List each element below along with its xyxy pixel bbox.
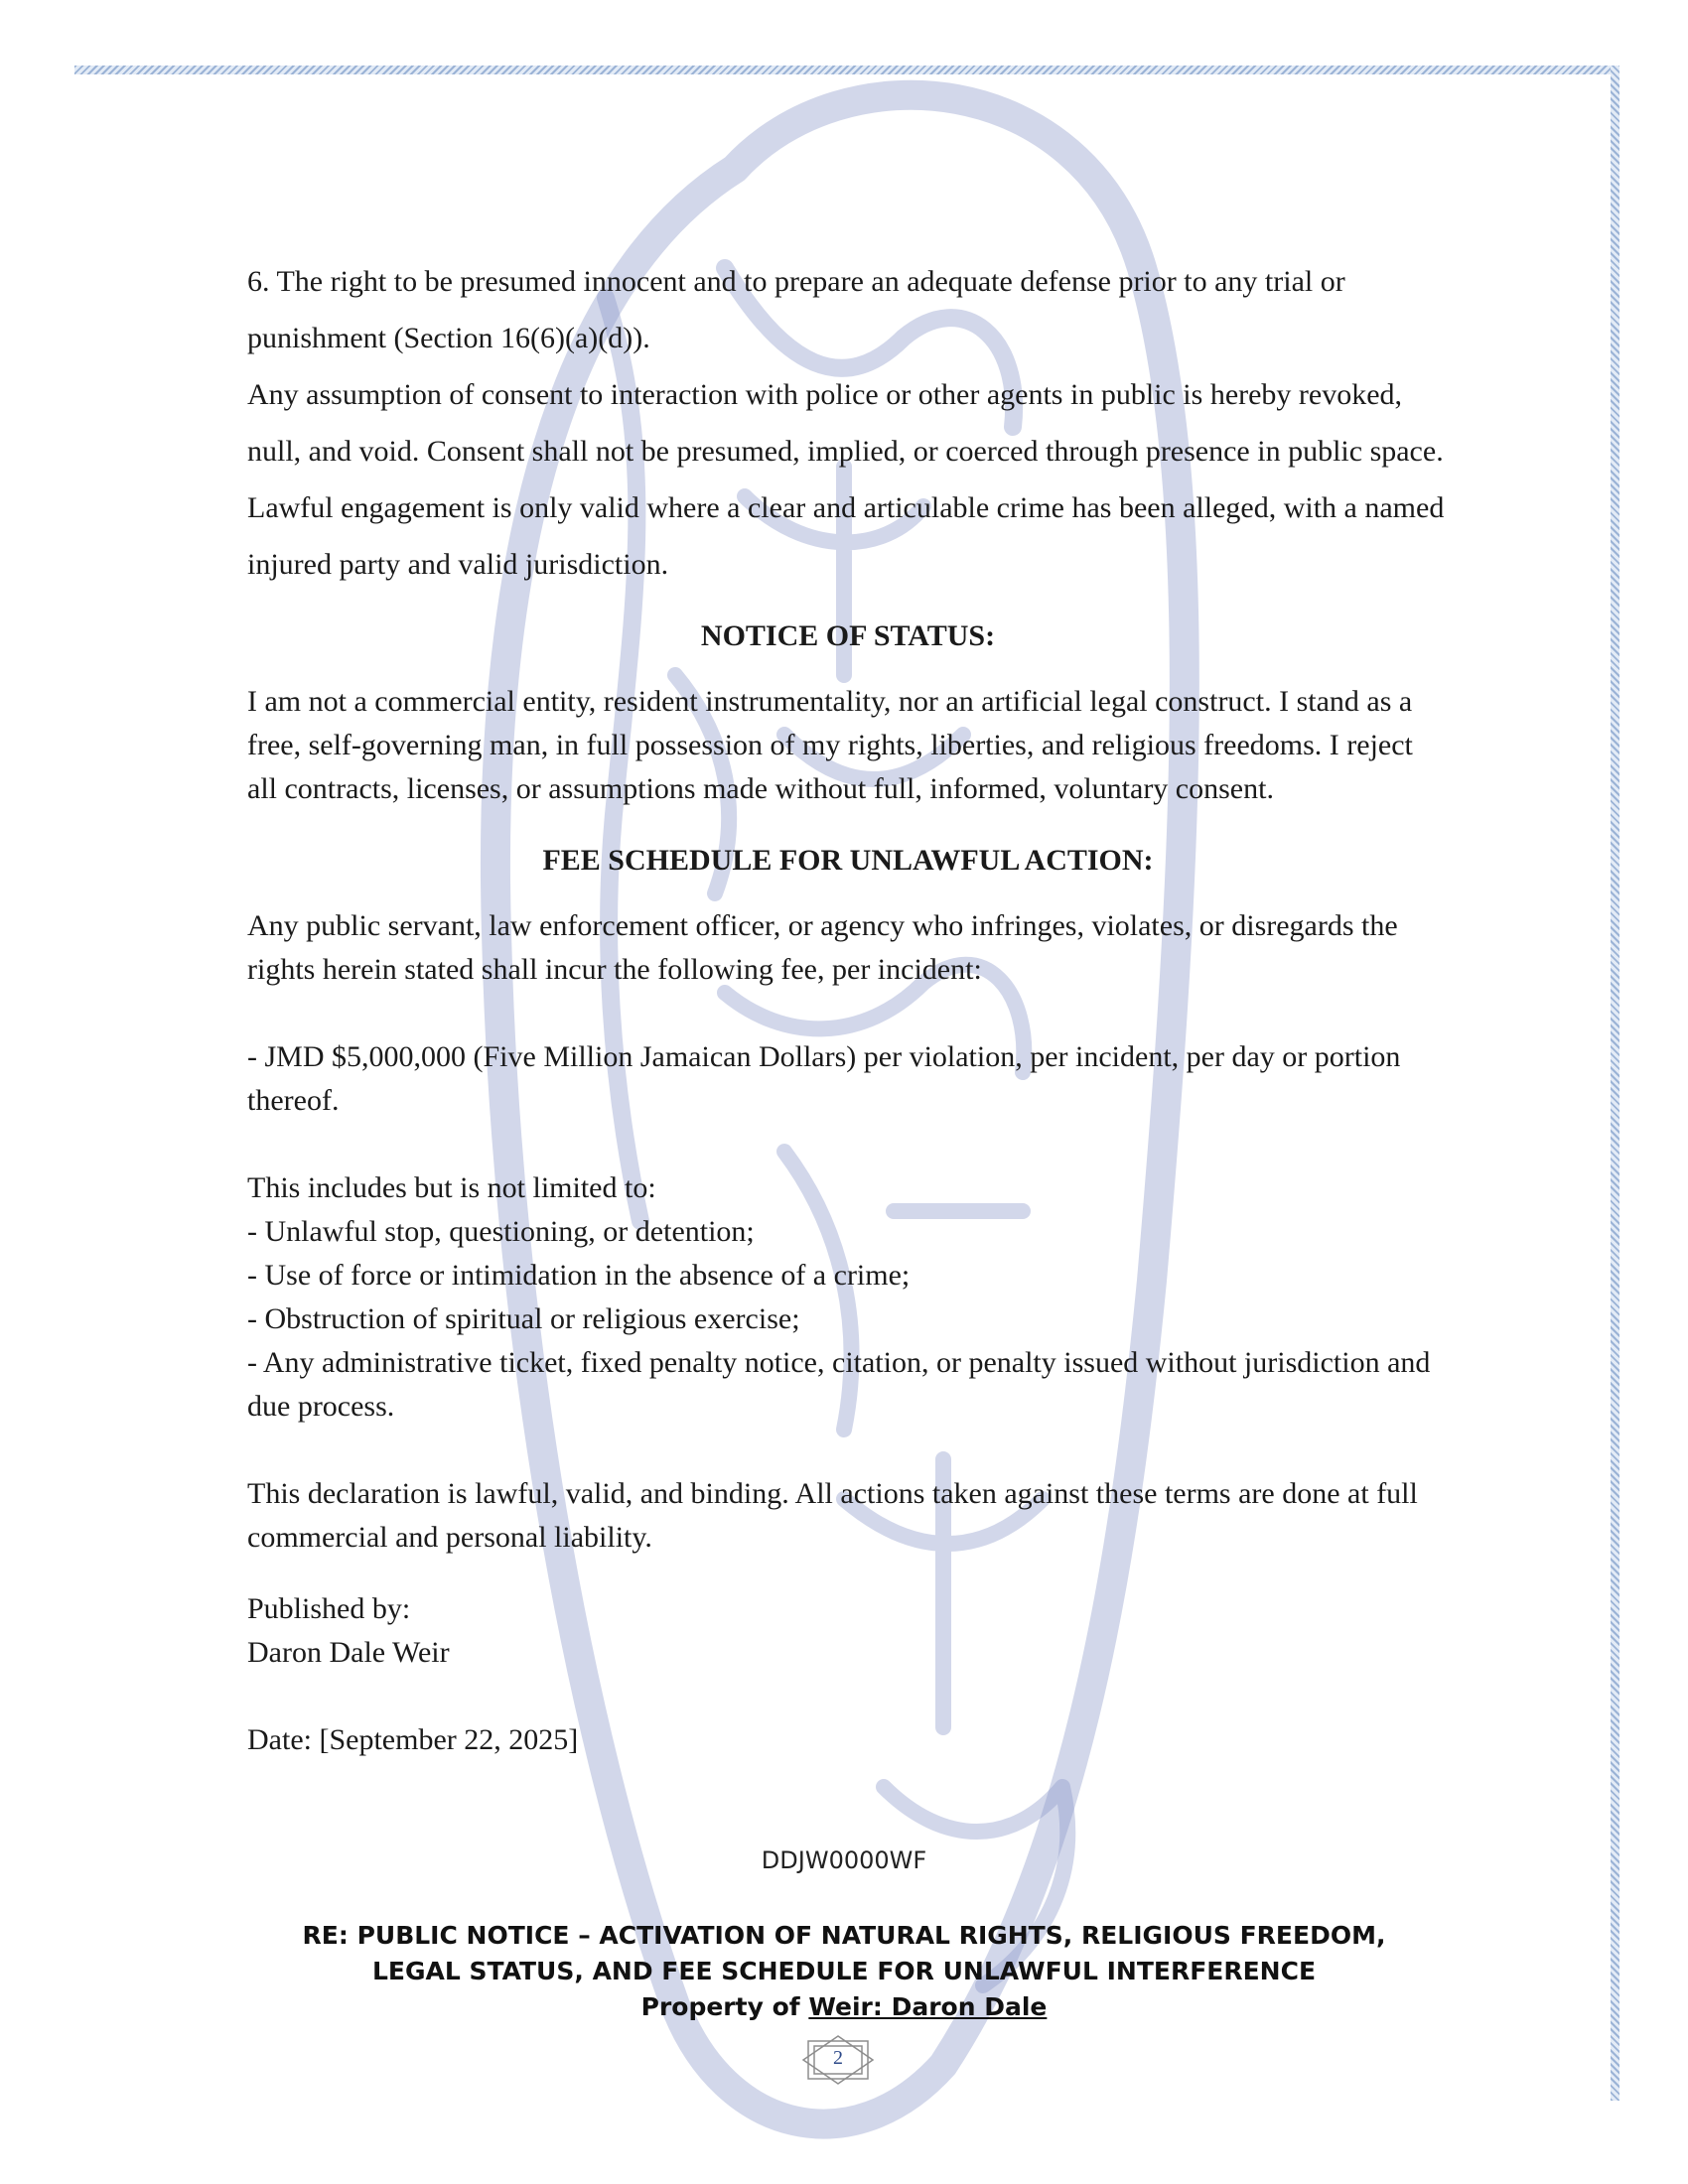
document-code: DDJW0000WF [761, 1846, 927, 1874]
includes-item: - Use of force or intimidation in the absence of a crime; [247, 1259, 911, 1292]
property-owner: Weir: Daron Dale [808, 1992, 1048, 2021]
footer-title-line-1: RE: PUBLIC NOTICE – ACTIVATION OF NATURAL RIGHTS, RELIGIOUS FREEDOM, [302, 1921, 1386, 1950]
includes-item: - Any administrative ticket, fixed penalty notice, citation, or penalty issued without jurisdiction and due process. [247, 1346, 1431, 1423]
heading-fee-schedule: FEE SCHEDULE FOR UNLAWFUL ACTION: [542, 844, 1154, 877]
paragraph-status: I am not a commercial entity, resident instrumentality, nor an artificial legal construct. I stand as a free, self-governing man, in full possession of my rights, liberties, and religious freedoms. I reject all contracts, licenses, or assumptions made without full, informed, voluntary consent. [247, 685, 1413, 805]
footer-title-line-2: LEGAL STATUS, AND FEE SCHEDULE FOR UNLAWFUL INTERFERENCE [371, 1957, 1317, 1985]
page-number: 2 [833, 2047, 843, 2069]
paragraph-fee-amount: - JMD $5,000,000 (Five Million Jamaican Dollars) per violation, per incident, per day or portion thereof. [247, 1040, 1401, 1117]
paragraph-consent: Any assumption of consent to interaction with police or other agents in public is hereby revoked, null, and void. Consent shall not be presumed, implied, or coerced through presence in public space. Lawful engagement is only valid where a clear and articulable crime has been alleged, with a named injured party and valid jurisdiction. [247, 378, 1445, 581]
footer [0, 1918, 1688, 2025]
includes-item: - Obstruction of spiritual or religious exercise; [247, 1302, 800, 1335]
page-border-top [74, 66, 1618, 74]
page-number-badge [800, 2035, 876, 2085]
paragraph-right-six: 6. The right to be presumed innocent and to prepare an adequate defense prior to any trial or punishment (Section 16(6)(a)(d)). [247, 265, 1345, 354]
page-border-right [1611, 66, 1619, 2101]
paragraph-declaration: This declaration is lawful, valid, and binding. All actions taken against these terms are done at full commercial and personal liability. [247, 1477, 1418, 1554]
includes-item: - Unlawful stop, questioning, or detention; [247, 1215, 755, 1248]
paragraph-fee-intro: Any public servant, law enforcement officer, or agency who infringes, violates, or disregards the rights herein stated shall incur the following fee, per incident: [247, 909, 1398, 986]
footer-property [0, 1989, 1688, 2025]
published-by-label: Published by: [247, 1592, 411, 1625]
publisher-name: Daron Dale Weir [247, 1636, 450, 1669]
includes-intro: This includes but is not limited to: [247, 1171, 656, 1204]
document-body [247, 253, 1449, 1762]
date-line: Date: [September 22, 2025] [247, 1723, 579, 1756]
heading-notice-of-status: NOTICE OF STATUS: [700, 619, 996, 652]
property-label: Property of [640, 1992, 809, 2021]
